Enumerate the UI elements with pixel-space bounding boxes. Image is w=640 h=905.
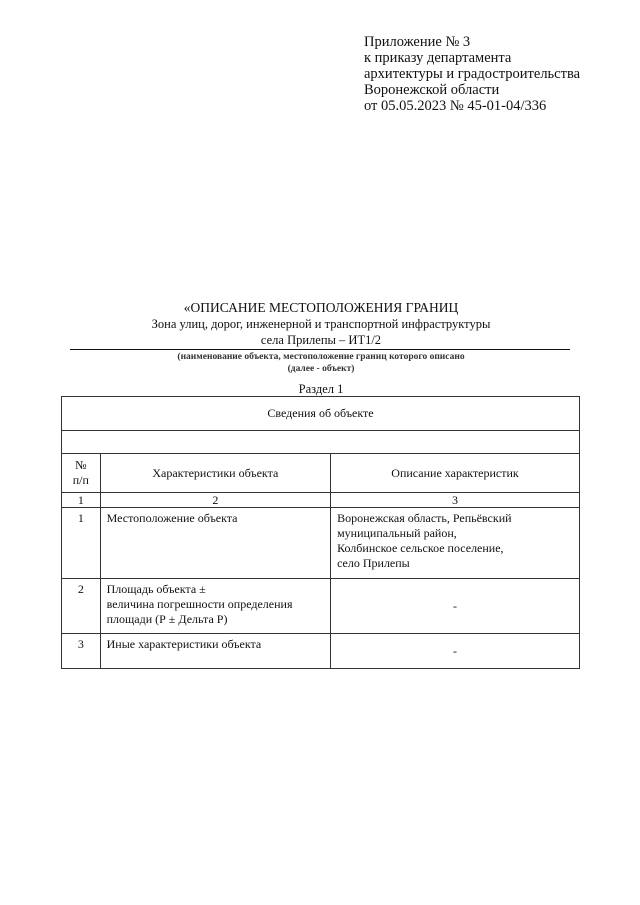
row-characteristic: Местоположение объекта (100, 508, 330, 579)
column-number-row (62, 493, 580, 508)
header-description: Описание характеристик (331, 454, 580, 493)
appendix-line: к приказу департамента (364, 50, 512, 66)
title-note-line: (наименование объекта, местоположение границ которого описано (177, 352, 465, 362)
title-note (62, 351, 580, 375)
table-caption: Сведения об объекте (62, 397, 580, 431)
header-characteristic: Характеристики объекта (100, 454, 330, 493)
appendix-block (364, 34, 580, 114)
row-description: - (331, 579, 580, 634)
row-number: 2 (62, 579, 101, 634)
appendix-line: Воронежской области (364, 82, 500, 98)
table-empty-row (62, 431, 580, 454)
document-title (62, 300, 580, 348)
column-number: 2 (100, 493, 330, 508)
title-note-line: (далее - объект) (287, 364, 355, 374)
title-underline (70, 349, 570, 350)
table-row (62, 508, 580, 579)
row-description: Воронежская область, Репьёвский муниципальный район, Колбинское сельское поселение, село Прилепы (331, 508, 580, 579)
column-number: 1 (62, 493, 101, 508)
appendix-line: Приложение № 3 (364, 34, 471, 50)
row-characteristic: Иные характеристики объекта (100, 634, 330, 669)
appendix-order-date: от 05.05.2023 № 45-01-04/336 (364, 98, 547, 114)
table-row (62, 579, 580, 634)
row-description: - (331, 634, 580, 669)
table-header-row (62, 454, 580, 493)
column-number: 3 (331, 493, 580, 508)
row-number: 1 (62, 508, 101, 579)
table-row (62, 634, 580, 669)
title-main: «ОПИСАНИЕ МЕСТОПОЛОЖЕНИЯ ГРАНИЦ (183, 300, 459, 315)
section-label: Раздел 1 (298, 382, 344, 396)
header-number: № п/п (62, 454, 101, 493)
title-object-name: Зона улиц, дорог, инженерной и транспортной инфраструктуры (151, 317, 491, 331)
row-characteristic: Площадь объекта ± величина погрешности определения площади (Р ± Дельта Р) (100, 579, 330, 634)
row-number: 3 (62, 634, 101, 669)
appendix-line: архитектуры и градостроительства (364, 66, 581, 82)
object-info-table (61, 396, 580, 669)
title-object-code: села Прилепы – ИТ1/2 (260, 333, 382, 347)
